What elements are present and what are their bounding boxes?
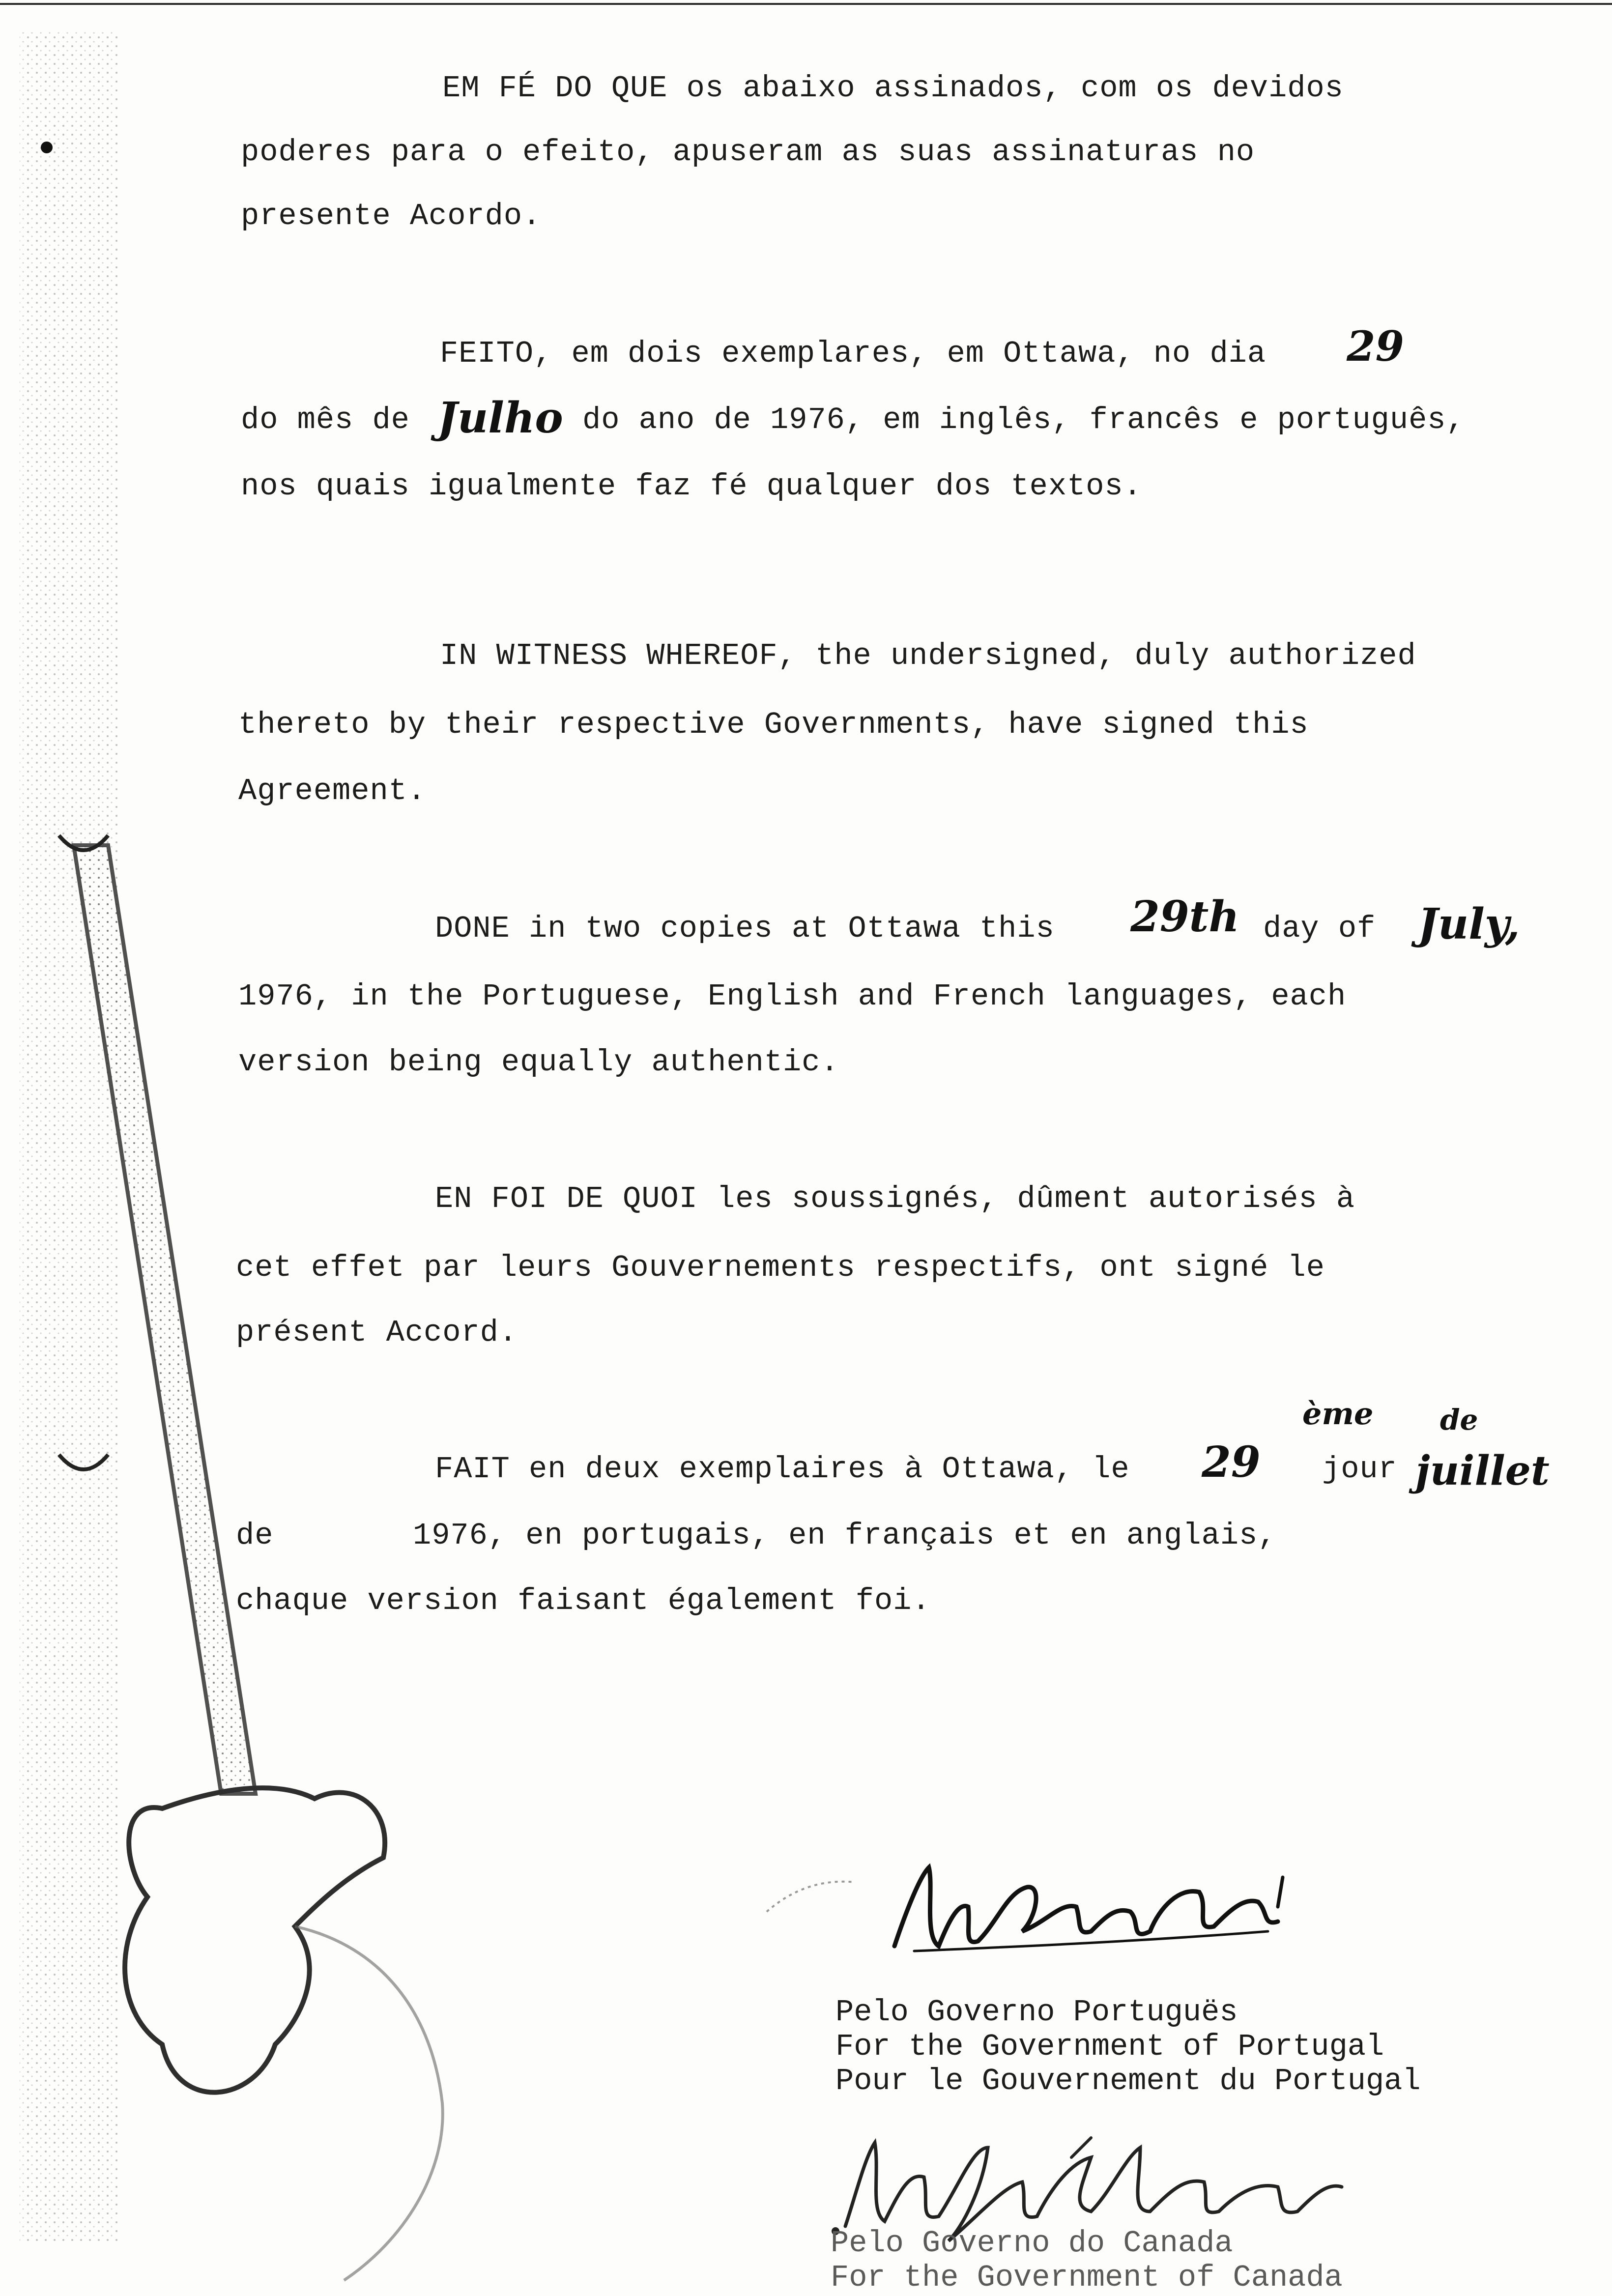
canada-sig-line-2: For the Government of Canada [831, 2260, 1343, 2295]
hole-punch-mark [41, 142, 53, 153]
pt-done-line-2-suffix: do ano de 1976, em inglês, francês e português, [582, 402, 1465, 437]
fr-witness-line-2: cet effet par leurs Gouvernements respectifs, ont signé le [236, 1250, 1325, 1285]
pt-witness-line-1: EM FÉ DO QUE os abaixo assinados, com os devidos [442, 71, 1344, 106]
en-day-handwritten: 29th [1130, 892, 1239, 942]
en-done-line-1-mid: day of [1263, 911, 1376, 946]
pt-day-handwritten: 29 [1347, 322, 1404, 371]
fr-day-handwritten: 29 [1202, 1437, 1261, 1487]
canada-sig-line-1: Pelo Governo do Canada [831, 2226, 1233, 2261]
stain-body-outline [125, 1788, 385, 2092]
en-month-handwritten: July, [1418, 899, 1520, 949]
pt-done-line-3: nos quais igualmente faz fé qualquer dos textos. [241, 469, 1142, 504]
portugal-sig-line-2: For the Government of Portugal [835, 2029, 1384, 2064]
pt-done-line-2-prefix: do mês de [241, 402, 410, 437]
faint-arc [767, 1882, 855, 1912]
pt-witness-line-3: presente Acordo. [241, 199, 542, 233]
pt-month-handwritten: Julho [437, 393, 563, 443]
en-witness-line-3: Agreement. [238, 774, 427, 808]
fr-done-line-1-mid: jour [1322, 1452, 1397, 1487]
stain-body-lower [295, 1926, 443, 2280]
en-done-line-1-prefix: DONE in two copies at Ottawa this [435, 911, 1055, 946]
fr-witness-line-1: EN FOI DE QUOI les soussignés, dûment autorisés à [435, 1181, 1355, 1216]
en-done-line-3: version being equally authentic. [238, 1045, 839, 1080]
pt-witness-line-2: poderes para o efeito, apuseram as suas assinaturas no [241, 135, 1255, 170]
left-margin-speckle [20, 29, 118, 2241]
pt-done-line-1: FEITO, em dois exemplares, em Ottawa, no dia [440, 336, 1267, 371]
en-done-line-2: 1976, in the Portuguese, English and French languages, each [238, 979, 1347, 1014]
fr-hand-above-2: de [1440, 1403, 1478, 1436]
portugal-sig-line-3: Pour le Gouvernement du Portugal [835, 2064, 1421, 2098]
fr-done-line-1-prefix: FAIT en deux exemplaires à Ottawa, le [435, 1452, 1130, 1487]
portugal-sig-line-1: Pelo Governo Portuguës [835, 1995, 1238, 2030]
fr-done-line-3: chaque version faisant également foi. [236, 1583, 931, 1618]
fr-witness-line-3: présent Accord. [236, 1315, 518, 1350]
fr-done-line-2: 1976, en portugais, en français et en anglais, [413, 1518, 1277, 1553]
fr-month-handwritten: juillet [1415, 1447, 1550, 1494]
en-witness-line-2: thereto by their respective Governments, have signed this [238, 707, 1309, 742]
fr-done-line-2-prefix: de [236, 1518, 274, 1553]
fr-hand-above-1: ème [1302, 1396, 1374, 1432]
portugal-signature [885, 1848, 1307, 1976]
en-witness-line-1: IN WITNESS WHEREOF, the undersigned, duly authorized [440, 638, 1416, 673]
